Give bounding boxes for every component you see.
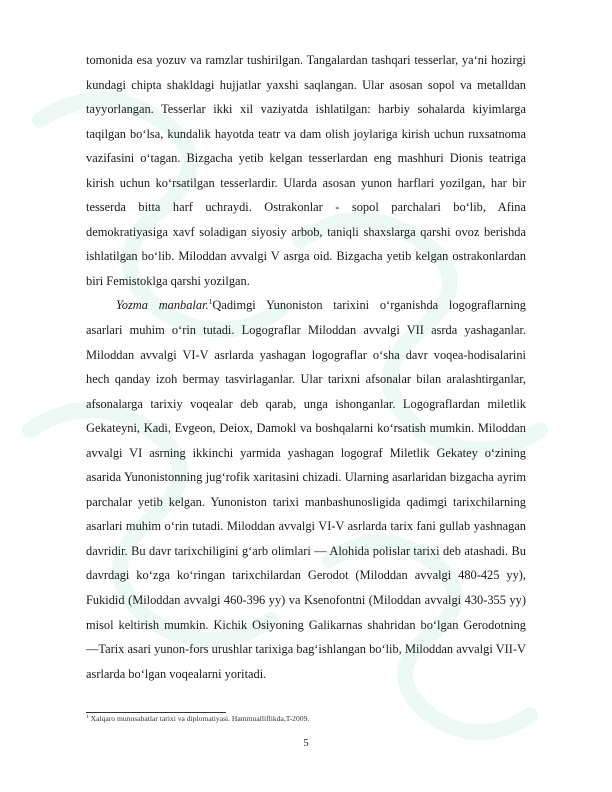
footnote <box>86 714 526 724</box>
body-text <box>86 48 526 686</box>
page-number: 5 <box>303 738 309 749</box>
paragraph-2 <box>86 293 526 686</box>
footnote-text: Xalqaro munosabatlar tarixi va diplomatiyasi. Hammualliflikda,T-2009. <box>88 714 310 723</box>
footnote-divider <box>86 712 226 713</box>
footnote-number: 1 <box>86 714 89 720</box>
section-lead: Yozma manbalar. <box>116 298 209 313</box>
paragraph-1 <box>86 48 526 293</box>
footnote-ref[interactable]: 1 <box>208 297 213 307</box>
paragraph-1-text: tomonida esa yozuv va ramzlar tushirilgan. Tangalardan tashqari tesserlar, ya‘ni hozirgi kundagi chipta shakldagi hujjatlar yaxshi saqlangan. Ular asosan sopol va metalldan tayyorlangan. Tesserlar ikki xil vaziyatda ishlatilgan: harbiy sohalarda kiyimlarga taqilgan bo‘lsa, kundalik hayotda teatr va dam olish joylariga kirish uchun ruxsatnoma vazifasini o‘tagan. Bizgacha yetib kelgan tesserlardan eng mashhuri Dionis teatriga kirish uchun ko‘rsatilgan tesserlardir. Ularda asosan yunon harflari yozilgan, har bir tesserda bitta harf uchraydi. Ostrakonlar - sopol parchalari bo‘lib, Afina demokratiyasiga xavf soladigan siyosiy arbob, taniqli shaxslarga qarshi ovoz berishda ishlatilgan bo‘lib. Miloddan avvalgi V asrga oid. Bizgacha yetib kelgan ostrakonlardan biri Femistoklga qarshi yozilgan. <box>86 53 526 288</box>
paragraph-2-text: Qadimgi Yunoniston tarixini o‘rganishda logograflarning asarlari muhim o‘rin tutadi. Logograflar Miloddan avvalgi VII asrda yashaganlar. Miloddan avvalgi VI-V asrlarda yashagan logograflar o‘sha davr voqea-hodisalarini hech qanday izoh bermay tasvirlaganlar. Ular tarixni afsonalar bilan aralashtirganlar, afsonalarga tarixiy voqealar deb qarab, unga ishonganlar. Logograflardan miletlik Gekateyni, Kadi, Evgeon, Deiox, Damokl va boshqalarni ko‘rsatish mumkin. Miloddan avvalgi VI asrning ikkinchi yarmida yashagan logograf Miletlik Gekatey o‘zining asarida Yunonistonning jug‘rofik xaritasini chizadi. Ularning asarlaridan bizgacha ayrim parchalar yetib kelgan. Yunoniston tarixi manbashunosligida qadimgi tarixchilarning asarlari muhim o‘rin tutadi. Miloddan avvalgi VI-V asrlarda tarix fani gullab yashnagan davridir. Bu davr tarixchiligini g‘arb olimlari — Alohida polislar tarixi deb atashadi. Bu davrdagi ko‘zga ko‘ringan tarixchilardan Gerodot (Miloddan avvalgi 480-425 yy), Fukidid (Miloddan avvalgi 460-396 yy) va Ksenofontni (Miloddan avvalgi 430-355 yy) misol keltirish mumkin. Kichik Osiyoning Galikarnas shahridan bo‘lgan Gerodotning —Tarix asari yunon-fors urushlar tarixiga bag‘ishlangan bo‘lib, Miloddan avvalgi VII-V asrlarda bo‘lgan voqealarni yoritadi. <box>86 298 526 681</box>
